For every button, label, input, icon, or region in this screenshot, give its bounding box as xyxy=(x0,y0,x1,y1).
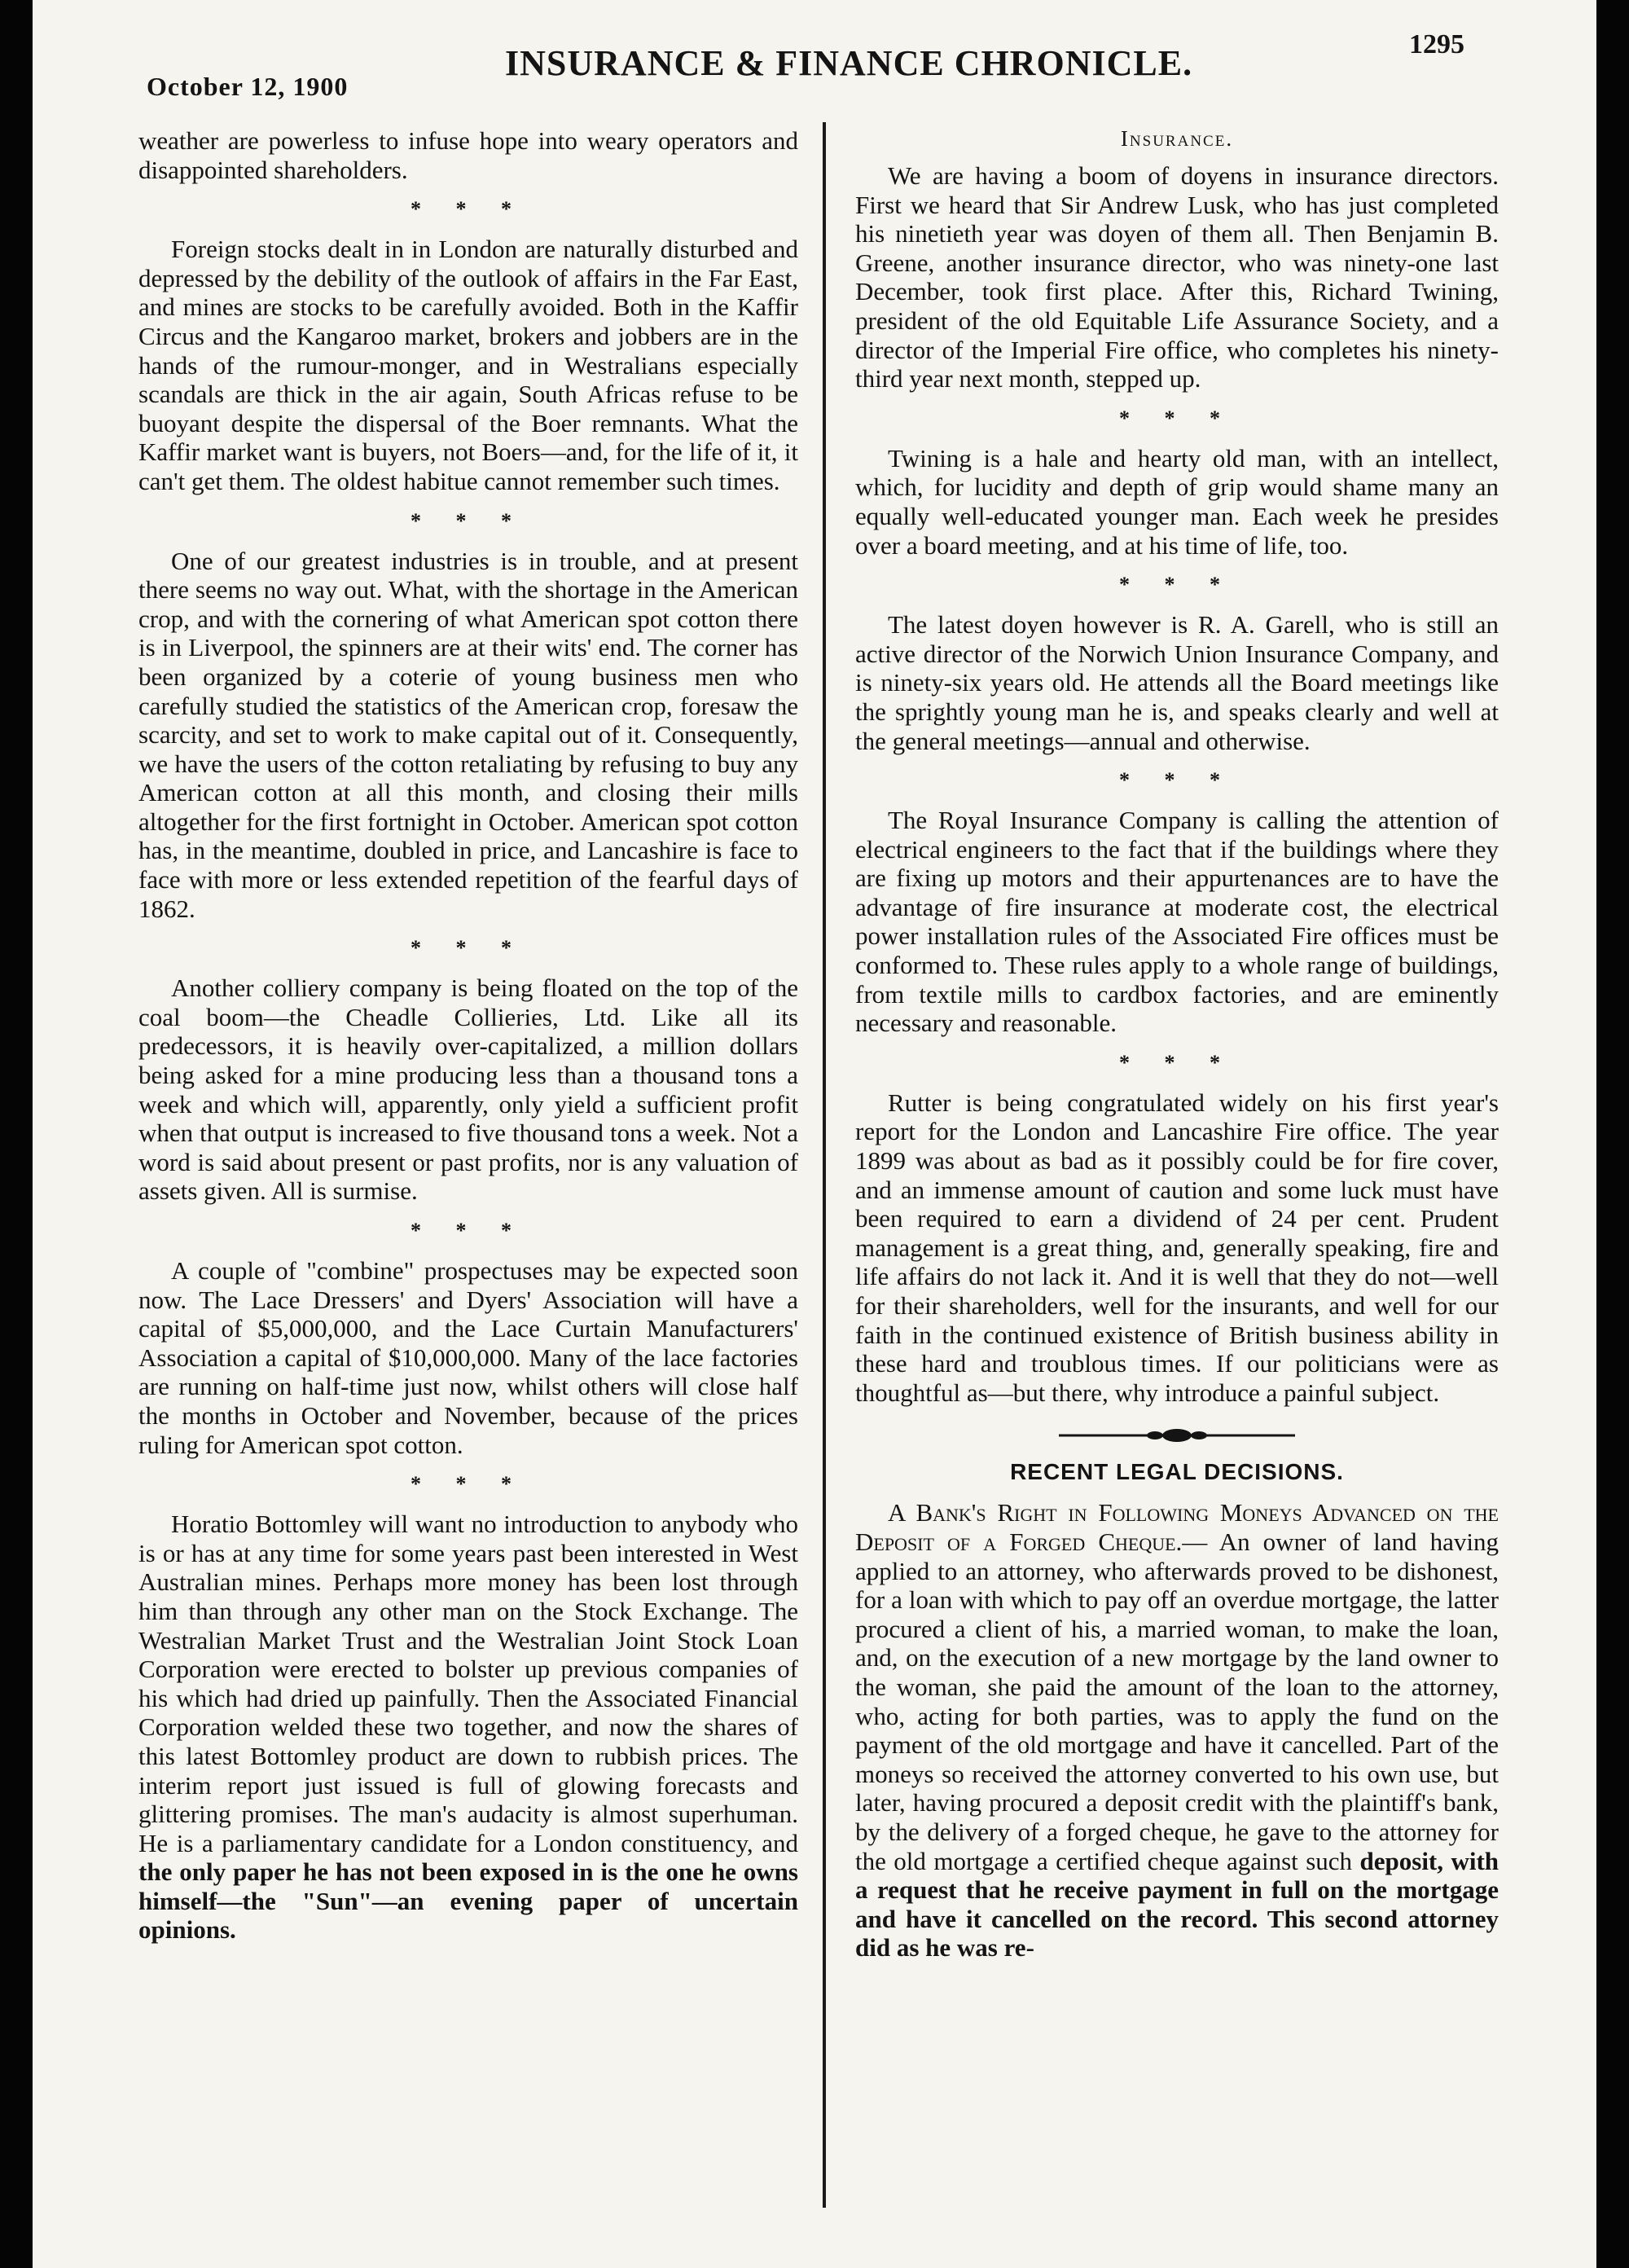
section-separator: * * * xyxy=(411,1472,526,1497)
bottomley-text: Horatio Bottomley will want no introduction to anybody who is or has at any time for some years past been interested in West Australian mines. Perhaps more money has been lost through him than through any other man on the Stock Exchange. The Westralian Market Trust and the Westralian Joint Stock Loan Corporation were erected to bolster up previous companies of his which had dried up painfully. Then the Associated Financial Corporation welded these two together, and now the shares of this latest Bottomley product are down to rubbish prices. The interim report just issued is full of glowing forecasts and glittering promises. The man's audacity is almost superhuman. He is a parliamentary candidate for a London constituency, and xyxy=(138,1510,798,1857)
insurance-section-title: Insurance. xyxy=(1120,126,1234,151)
section-separator: * * * xyxy=(1119,768,1235,793)
left-column xyxy=(138,126,798,1945)
section-separator: * * * xyxy=(1119,1050,1235,1075)
legal-decision-heading: A Bank's Right in Following Moneys Advanced on the Deposit of a Forged Cheque.— xyxy=(855,1498,1499,1556)
section-separator: * * * xyxy=(411,936,526,960)
issue-date: October 12, 1900 xyxy=(147,72,349,101)
legal-decision-body: An owner of land having applied to an attorney, who afterwards proved to be dishonest, for a loan with which to pay off an overdue mortgage, the latter procured a client of his, a married woman, to make the loan, and, on the execution of a new mortgage by the land owner to the woman, she paid the amount of the loan to the attorney, who, acting for both parties, was to apply the fund on the payment of the old mortgage and have it cancelled. Part of the moneys so received the attorney converted to his own use, but later, having procured a deposit credit with the plaintiff's bank, by the delivery of a forged cheque, he gave to the attorney for the old mortgage a certified cheque against such xyxy=(855,1527,1499,1875)
section-separator: * * * xyxy=(411,1219,526,1242)
legal-decision-body-dark: deposit, with a request that he receive payment in full on the mortgage and have it cancelled on the record. This second attorney did as he was re- xyxy=(855,1846,1499,1963)
section-separator: * * * xyxy=(411,508,526,533)
legal-decision-paragraph xyxy=(855,1498,1499,1963)
right-paragraph-twining: Twining is a hale and hearty old man, with an intellect, which, for lucidity and depth of grip would shame many an equally well-educated younger man. Each week he presides over a board meeting, and at his time of life, too. xyxy=(855,443,1499,560)
left-paragraph-continued: weather are powerless to infuse hope into weary operators and disappointed shareholders. xyxy=(138,126,798,184)
bottomley-text-dark: the only paper he has not been exposed in is the one he owns himself—the "Sun"—an evening paper of uncertain opinions. xyxy=(138,1857,798,1945)
left-paragraph-lace: A couple of "combine" prospectuses may be expected soon now. The Lace Dressers' and Dyers' Association will have a capital of $5,000,000, and the Lace Curtain Manufacturers' Association a capital of $10,000,000. Many of the lace factories are running on half-time just now, whilst others will close half the months in October and November, because of the prices ruling for American spot cotton. xyxy=(138,1256,798,1459)
section-separator: * * * xyxy=(1119,406,1235,430)
right-column xyxy=(855,126,1499,1963)
right-paragraph-royal: The Royal Insurance Company is calling the attention of electrical engineers to the fact that if the buildings where they are fixing up motors and their appurtenances are to have the advantage of fire insurance at moderate cost, the electrical power installation rules of the Associated Fire offices must be conformed to. These rules apply to a whole range of buildings, from textile mills to cardbox factories, and are eminently necessary and reasonable. xyxy=(855,806,1499,1038)
ornamental-rule-icon xyxy=(1059,1426,1295,1444)
publication-title: INSURANCE & FINANCE CHRONICLE. xyxy=(505,43,1193,83)
page-number: 1295 xyxy=(1409,29,1464,59)
legal-decisions-title: RECENT LEGAL DECISIONS. xyxy=(1010,1459,1344,1485)
right-paragraph-rutter: Rutter is being congratulated widely on his first year's report for the London and Lancashire Fire office. The year 1899 was about as bad as it possibly could be for fire cover, and an immense amount of caution and some luck must have been required to earn a dividend of 24 per cent. Prudent management is a great thing, and, generally speaking, fire and life affairs do not lack it. And it is well that they do not—well for their shareholders, well for the insurants, and well for our faith in the continued existence of British business ability in these hard and troublous times. If our politicians were as thoughtful as—but there, why introduce a painful subject. xyxy=(855,1088,1499,1407)
left-paragraph-foreign-stocks: Foreign stocks dealt in in London are naturally disturbed and depressed by the debility of the outlook of affairs in the Far East, and mines are stocks to be carefully avoided. Both in the Kaffir Circus and the Kangaroo market, brokers and jobbers are in the hands of the rumour-monger, and in Westralians especially scandals are thick in the air again, South Africas refuse to be buoyant despite the dispersal of the Boer remnants. What the Kaffir market want is buyers, not Boers—and, for the life of it, it can't get them. The oldest habitue cannot remember such times. xyxy=(138,235,798,495)
left-paragraph-bottomley xyxy=(138,1510,798,1945)
section-separator: * * * xyxy=(411,197,526,222)
right-paragraph-garell: The latest doyen however is R. A. Garell, who is still an active director of the Norwich Union Insurance Company, and is ninety-six years old. He attends all the Board meetings like the sprightly young man he is, and speaks clearly and well at the general meetings—annual and otherwise. xyxy=(855,610,1499,755)
column-divider xyxy=(823,122,826,2208)
left-paragraph-colliery: Another colliery company is being floated on the top of the coal boom—the Cheadle Collieries, Ltd. Like all its predecessors, it is heavily over-capitalized, a million dollars being asked for a mine producing less than a thousand tons a week and which will, apparently, only yield a sufficient profit when that output is increased to five thousand tons a week. Not a word is said about present or past profits, nor is any valuation of assets given. All is surmise. xyxy=(138,974,798,1206)
newspaper-page xyxy=(33,0,1596,2268)
section-separator: * * * xyxy=(1119,573,1235,597)
left-paragraph-cotton: One of our greatest industries is in trouble, and at present there seems no way out. What, with the shortage in the American crop, and with the cornering of what American spot cotton there is in Liverpool, the spinners are at their wits' end. The corner has been organized by a coterie of young business men who carefully studied the statistics of the American crop, foresaw the scarcity, and set to work to make capital out of it. Consequently, we have the users of the cotton retaliating by refusing to buy any American cotton at all this month, and closing their mills altogether for the first fortnight in October. American spot cotton has, in the meantime, doubled in price, and Lancashire is face to face with more or less extended repetition of the fearful days of 1862. xyxy=(138,546,798,923)
right-paragraph-doyens: We are having a boom of doyens in insurance directors. First we heard that Sir Andrew Lusk, who has just completed his ninetieth year was doyen of them all. Then Benjamin B. Greene, another insurance director, who was ninety-one last December, took first place. After this, Richard Twining, president of the old Equitable Life Assurance Society, and a director of the Imperial Fire office, who completes his ninety-third year next month, stepped up. xyxy=(855,161,1499,393)
